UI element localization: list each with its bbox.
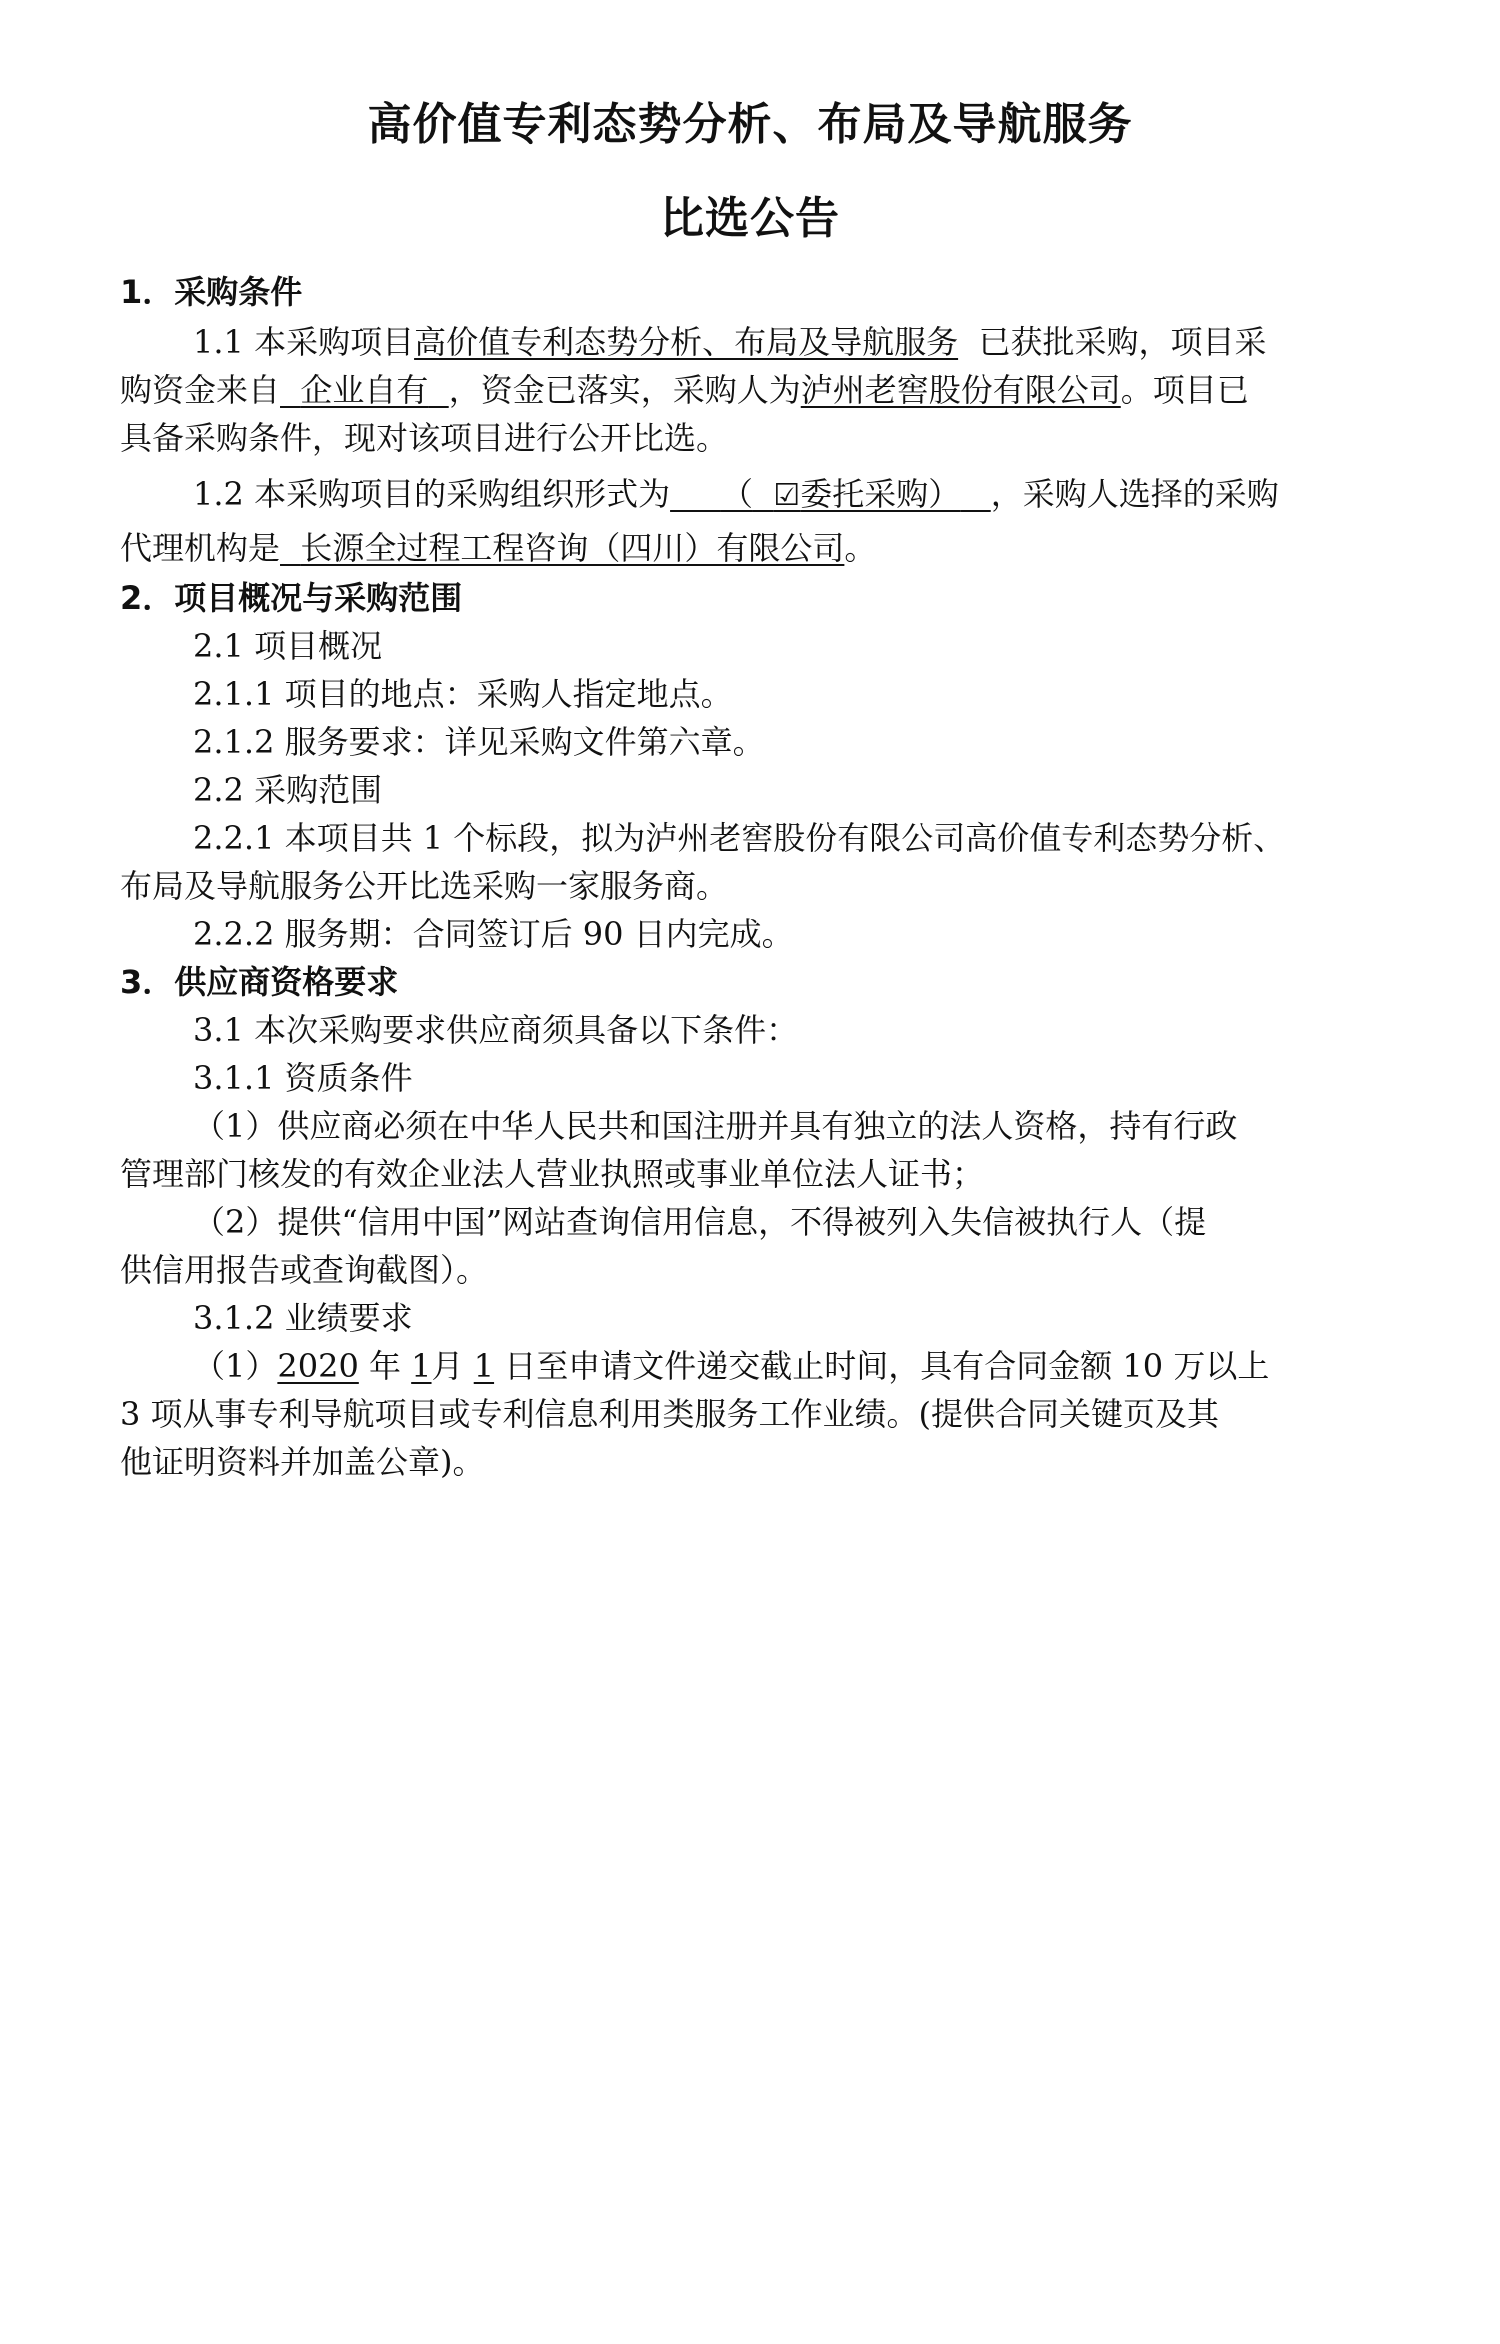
document-subtitle: 比选公告 — [660, 193, 840, 244]
start-month: 1 — [411, 1347, 432, 1385]
section-heading-2: 2．项目概况与采购范围 — [120, 579, 463, 617]
performance-1-line-1: （1）2020 年 1月 1 日至申请文件递交截止时间，具有合同金额 10 万以上 — [193, 1347, 1270, 1385]
qualification-1-line-2: 管理部门核发的有效企业法人营业执照或事业单位法人证书； — [120, 1155, 985, 1193]
agency-name: 长源全过程工程咨询（四川）有限公司 — [300, 529, 845, 567]
procurement-form: （ ☑委托采购） — [720, 475, 961, 513]
fund-source: 企业自有 — [300, 371, 429, 409]
paragraph-1-2-line-2: 代理机构是 长源全过程工程咨询（四川）有限公司。 — [120, 529, 877, 567]
checkbox-checked-icon: ☑ — [773, 478, 801, 513]
item-3-1: 3.1 本次采购要求供应商须具备以下条件： — [193, 1011, 799, 1049]
item-2-1-1: 2.1.1 项目的地点：采购人指定地点。 — [193, 675, 733, 713]
item-3-1-2: 3.1.2 业绩要求 — [193, 1299, 413, 1337]
item-2-2: 2.2 采购范围 — [193, 771, 383, 809]
performance-1-line-2: 3 项从事专利导航项目或专利信息利用类服务工作业绩。(提供合同关键页及其 — [120, 1395, 1220, 1433]
paragraph-1-1-line-1: 1.1 本采购项目高价值专利态势分析、布局及导航服务 已获批采购，项目采 — [193, 323, 1267, 361]
performance-1-line-3: 他证明资料并加盖公章)。 — [120, 1443, 485, 1481]
item-2-1-2: 2.1.2 服务要求：详见采购文件第六章。 — [193, 723, 765, 761]
qualification-2-line-2: 供信用报告或查询截图）。 — [120, 1251, 489, 1289]
start-day: 1 — [473, 1347, 495, 1385]
purchaser-name: 泸州老窖股份有限公司 — [800, 371, 1121, 409]
item-2-2-2: 2.2.2 服务期：合同签订后 90 日内完成。 — [193, 915, 794, 953]
project-name: 高价值专利态势分析、布局及导航服务 — [414, 323, 959, 361]
qualification-2-line-1: （2）提供“信用中国”网站查询信用信息，不得被列入失信被执行人（提 — [193, 1203, 1207, 1241]
section-heading-3: 3．供应商资格要求 — [120, 963, 399, 1001]
item-3-1-1: 3.1.1 资质条件 — [193, 1059, 413, 1097]
paragraph-1-1-line-3: 具备采购条件，现对该项目进行公开比选。 — [120, 419, 729, 457]
paragraph-1-2-line-1: 1.2 本采购项目的采购组织形式为 （ ☑委托采购） ，采购人选择的采购 — [193, 475, 1279, 513]
document-title: 高价值专利态势分析、布局及导航服务 — [367, 99, 1133, 150]
qualification-1-line-1: （1）供应商必须在中华人民共和国注册并具有独立的法人资格，持有行政 — [193, 1107, 1238, 1145]
section-heading-1: 1．采购条件 — [120, 273, 303, 311]
item-2-2-1-line-2: 布局及导航服务公开比选采购一家服务商。 — [120, 867, 729, 905]
item-2-2-1-line-1: 2.2.1 本项目共 1 个标段，拟为泸州老窖股份有限公司高价值专利态势分析、 — [193, 819, 1286, 857]
paragraph-1-1-line-2: 购资金来自 企业自有 ，资金已落实，采购人为泸州老窖股份有限公司。项目已 — [120, 371, 1249, 409]
item-2-1: 2.1 项目概况 — [193, 627, 383, 665]
start-year: 2020 — [277, 1347, 359, 1385]
